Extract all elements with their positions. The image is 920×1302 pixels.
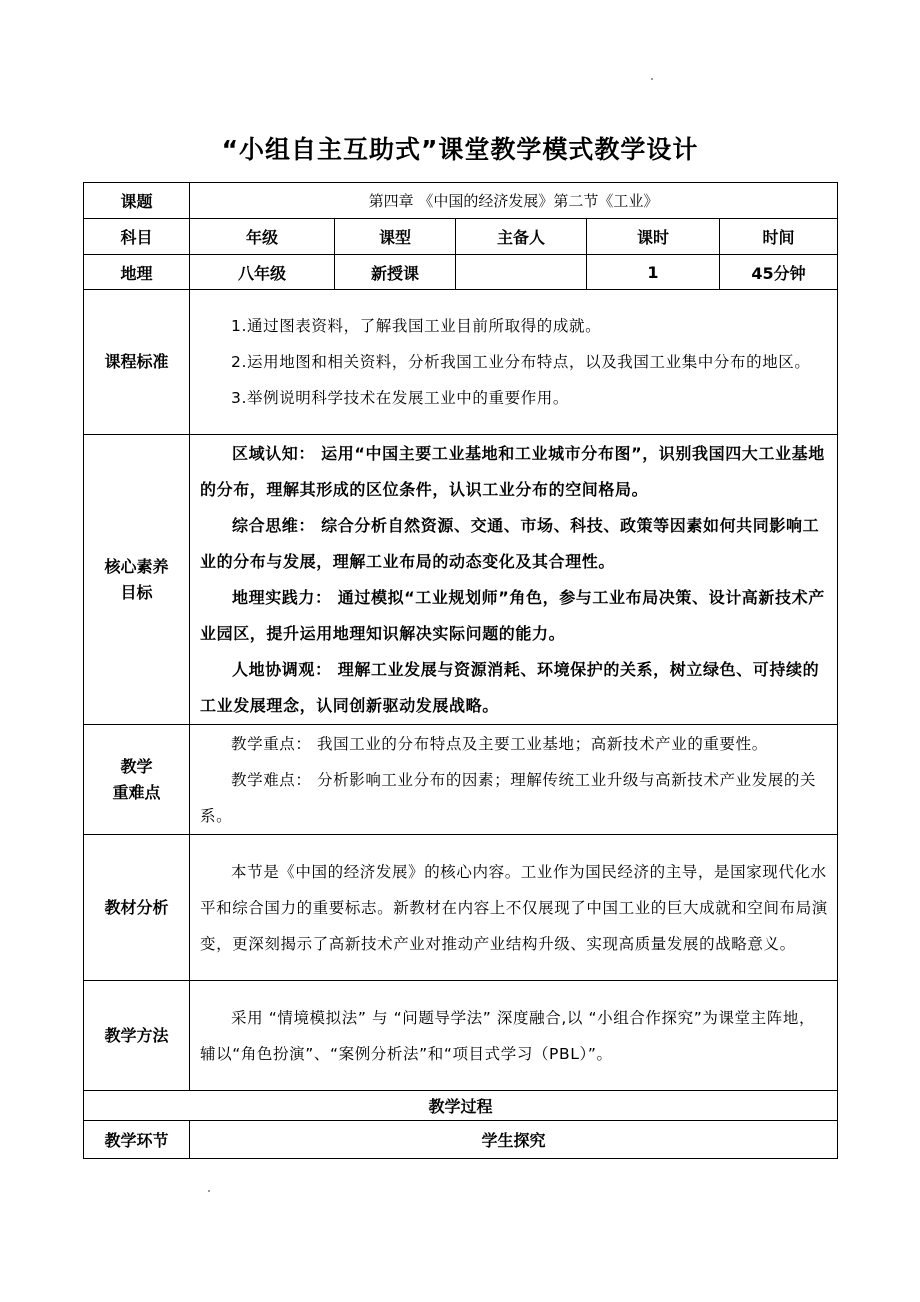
topic-row <box>84 183 838 219</box>
core-goal-item: 区域认知： 运用“中国主要工业基地和工业城市分布图”，识别我国四大工业基地的分布，理解其形成的区位条件，认识工业分布的空间格局。 <box>200 443 825 499</box>
material-analysis-row <box>84 835 838 981</box>
core-literacy-row <box>84 435 838 725</box>
core-label-line1: 核心素养 <box>104 556 169 576</box>
info-header-row <box>84 219 838 255</box>
teaching-method-content <box>190 981 838 1091</box>
curriculum-row <box>84 290 838 435</box>
method-text: 采用 “情境模拟法” 与 “问题导学法” 深度融合,以 “小组合作探究”为课堂主阵地，辅以“角色扮演”、“案例分析法”和“项目式学习（PBL）”。 <box>200 1008 816 1063</box>
info-value-row <box>84 255 838 290</box>
lesson-plan-table <box>83 182 838 1159</box>
value-duration: 45分钟 <box>720 255 838 290</box>
teaching-process-label: 教学过程 <box>84 1091 838 1121</box>
key-points-label <box>84 725 190 835</box>
key-label-line1: 教学 <box>120 756 153 776</box>
key-point-item: 教学重点： 我国工业的分布特点及主要工业基地；高新技术产业的重要性。 <box>231 734 768 753</box>
topic-value: 第四章 《中国的经济发展》第二节《工业》 <box>190 183 838 219</box>
curriculum-label-text: 课程标准 <box>104 352 169 371</box>
header-periods: 课时 <box>587 219 720 255</box>
header-grade: 年级 <box>190 219 335 255</box>
teaching-method-label <box>84 981 190 1091</box>
value-lesson-type: 新授课 <box>335 255 456 290</box>
curriculum-item: 3.举例说明科学技术在发展工业中的重要作用。 <box>231 389 569 407</box>
core-goal-item: 综合思维： 综合分析自然资源、交通、市场、科技、政策等因素如何共同影响工业的分布与发展，理解工业布局的动态变化及其合理性。 <box>200 515 820 571</box>
value-grade: 八年级 <box>190 255 335 290</box>
key-points-content <box>190 725 838 835</box>
key-label-line2: 重难点 <box>112 782 161 802</box>
core-goal-item: 地理实践力： 通过模拟“工业规划师”角色，参与工业布局决策、设计高新技术产业园区，提升运用地理知识解决实际问题的能力。 <box>200 587 825 643</box>
core-goal-item: 人地协调观： 理解工业发展与资源消耗、环境保护的关系，树立绿色、可持续的工业发展理念，认同创新驱动发展战略。 <box>200 659 820 715</box>
material-text: 本节是《中国的经济发展》的核心内容。工业作为国民经济的主导，是国家现代化水平和综合国力的重要标志。新教材在内容上不仅展现了中国工业的巨大成就和空间布局演变，更深刻揭示了高新技术产业对推动产业结构升级、实现高质量发展的战略意义。 <box>200 862 828 953</box>
key-points-row <box>84 725 838 835</box>
teaching-process-row <box>84 1091 838 1121</box>
header-lesson-type: 课型 <box>335 219 456 255</box>
curriculum-item: 1.通过图表资料，了解我国工业目前所取得的成就。 <box>231 317 602 335</box>
step-label: 教学环节 <box>84 1121 190 1159</box>
material-analysis-label <box>84 835 190 981</box>
material-analysis-content <box>190 835 838 981</box>
header-duration: 时间 <box>720 219 838 255</box>
value-subject: 地理 <box>84 255 190 290</box>
core-label-line2: 目标 <box>120 582 153 602</box>
core-literacy-content <box>190 435 838 725</box>
core-literacy-label <box>84 435 190 725</box>
student-inquiry-label: 学生探究 <box>190 1121 838 1159</box>
curriculum-label <box>84 290 190 435</box>
header-subject: 科目 <box>84 219 190 255</box>
step-header-row <box>84 1121 838 1159</box>
scan-dot-top <box>651 78 653 80</box>
material-label-text: 教材分析 <box>104 897 169 917</box>
method-label-text: 教学方法 <box>104 1025 169 1045</box>
curriculum-item: 2.运用地图和相关资料，分析我国工业分布特点，以及我国工业集中分布的地区。 <box>231 353 811 371</box>
curriculum-content <box>190 290 838 435</box>
scan-dot-bottom <box>208 1190 210 1192</box>
topic-label: 课题 <box>84 183 190 219</box>
value-periods: 1 <box>587 255 720 290</box>
header-preparer: 主备人 <box>456 219 587 255</box>
teaching-method-row <box>84 981 838 1091</box>
key-point-item: 教学难点： 分析影响工业分布的因素；理解传统工业升级与高新技术产业发展的关系。 <box>200 770 817 825</box>
page-title: “小组自主互助式”课堂教学模式教学设计 <box>221 135 699 164</box>
value-preparer <box>456 255 587 290</box>
